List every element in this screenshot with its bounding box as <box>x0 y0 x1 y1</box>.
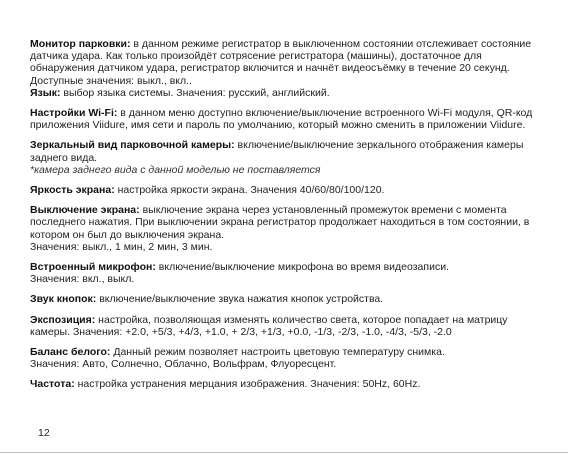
section-term: Баланс белого: <box>30 346 111 359</box>
section-text: настройка устранения мерцания изображения. Значения: 50Hz, 60Hz. <box>74 378 421 391</box>
section-term: Выключение экрана: <box>30 204 140 217</box>
section-term: Яркость экрана: <box>30 184 115 197</box>
section-text: включение/выключение зеркального отображения камеры заднего вида. <box>30 139 524 164</box>
page-bottom-divider <box>0 452 568 453</box>
section-frequency <box>30 378 544 390</box>
section-text: настройка яркости экрана. Значения 40/60/80/100/120. <box>114 184 385 197</box>
section-values: Значения: Авто, Солнечно, Облачно, Вольфрам, Флуоресцент. <box>30 358 337 371</box>
section-term: Частота: <box>30 378 75 391</box>
section-wifi-settings <box>30 107 544 131</box>
section-exposure <box>30 314 544 338</box>
page-number: 12 <box>38 427 50 439</box>
section-term: Язык: <box>30 86 61 99</box>
section-term: Монитор парковки: <box>30 38 131 50</box>
section-text: включение/выключение микрофона во время видеозаписи. <box>155 261 449 274</box>
section-text: в данном режиме регистратор в выключенном состоянии отслеживает состояние датчика удара. Как только произойдёт сотрясение регистратора (машины), достаточное для обнаружения датчиком удара, регистратор включится и начнёт видеосъёмку в течение 20 секунд. Доступные значения: выкл., вкл.. <box>30 38 532 87</box>
section-text: выбор языка системы. Значения: русский, английский. <box>60 86 330 99</box>
section-built-in-microphone <box>30 261 544 285</box>
section-term: Экспозиция: <box>30 313 96 326</box>
section-term: Звук кнопок: <box>30 293 97 306</box>
section-values: Значения: выкл., 1 мин, 2 мин, 3 мин. <box>30 240 213 253</box>
section-text: настройка, позволяющая изменять количество света, которое попадает на матрицу камеры. Значения: +2.0, +5/3, +4/3, +1.0, + 2/3, +1/3, +0.0, -1/3, -2/3, -1.0, -4/3, -5/3, -2.0 <box>30 313 508 338</box>
section-screen-brightness <box>30 184 544 196</box>
section-note: *камера заднего вида с данной моделью не поставляется <box>30 163 321 176</box>
section-mirror-parking-camera <box>30 139 544 176</box>
section-text: выключение экрана через установленный промежуток времени с момента последнего нажатия. При выключении экрана регистратор продолжает находиться в том состоянии, в котором он был до выключения экрана. <box>30 204 530 241</box>
section-text: Данный режим позволяет настроить цветовую температуру снимка. <box>110 346 445 359</box>
section-term: Зеркальный вид парковочной камеры: <box>30 139 235 152</box>
section-language <box>30 87 544 99</box>
section-values: Значения: вкл., выкл. <box>30 273 135 286</box>
section-screen-off <box>30 204 544 253</box>
section-text: в данном меню доступно включение/выключение встроенного Wi-Fi модуля, QR-код приложения Viidure, имя сети и пароль по умолчанию, который можно сменить в приложении Viidure. <box>30 107 533 132</box>
section-text: включение/выключение звука нажатия кнопок устройства. <box>96 293 384 306</box>
section-white-balance <box>30 346 544 370</box>
section-button-sound <box>30 293 544 305</box>
section-parking-monitor <box>30 38 544 87</box>
manual-page-body <box>30 38 544 399</box>
section-term: Встроенный микрофон: <box>30 261 156 274</box>
section-term: Настройки Wi-Fi: <box>30 107 118 120</box>
